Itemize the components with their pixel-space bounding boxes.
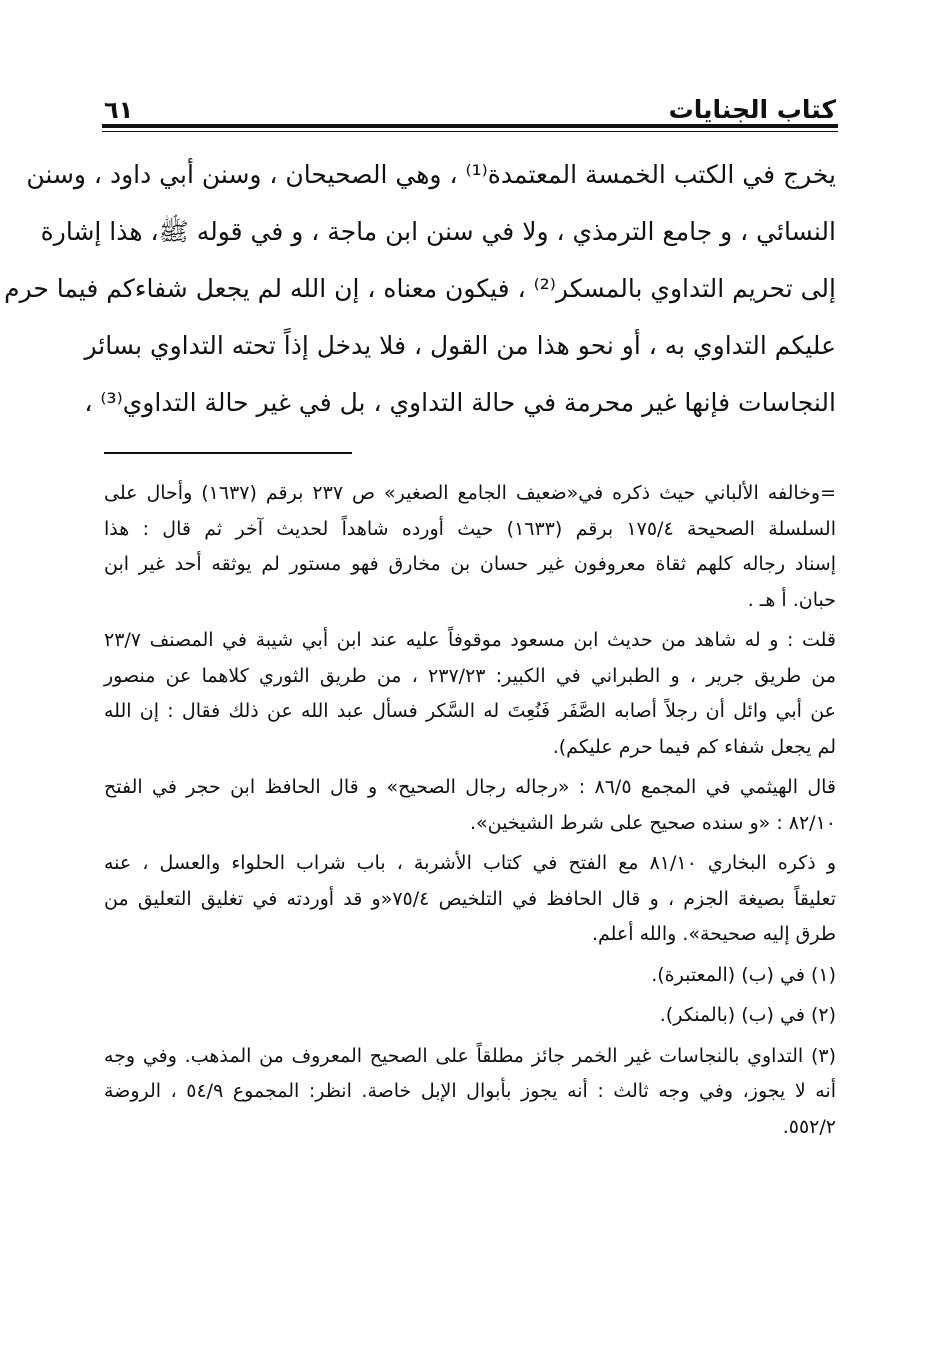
footnotes [104,476,836,1150]
text-line: النسائي ، و جامع الترمذي ، ولا في سنن ابن ماجة ، و في قوله ﷺ، هذا إشارة [40,217,836,246]
footnote-line: من طريق جرير ، و الطبراني في الكبير: ٢٣٧/٢٣ ، من طريق الثوري كلاهما عن منصور [104,664,837,687]
footnote-line: ٥٥٢/٢. [782,1115,836,1138]
footnote-line: تعليقاً بصيغة الجزم ، و قال الحافظ في التلخيص ٧٥/٤«و قد أوردته في تغليق التعليق من [104,887,836,910]
footnote-2 [104,998,836,1034]
text-line: عليكم التداوي به ، أو نحو هذا من القول ، فلا يدخل إذاً تحته التداوي بسائر [84,331,836,360]
footnote-3 [104,1039,836,1146]
footnote-line: طرق إليه صحيحة». والله أعلم. [591,923,836,945]
footnote-line: =وخالفه الألباني حيث ذكره في«ضعيف الجامع الصغير» ص ٢٣٧ برقم (١٦٣٧) وأحال على [104,482,837,504]
page-header [104,90,836,124]
text-line: يخرج في الكتب الخمسة المعتمدة⁽¹⁾ ، وهي الصحيحان ، وسنن أبي داود ، وسنن [26,160,836,189]
header-rule-thick [102,124,838,128]
footnote-line: لم يجعل شفاء كم فيما حرم عليكم). [552,735,836,758]
footnote-paragraph [104,770,836,841]
footnote-1 [104,958,836,994]
footnote-line: ٨٢/١٠ : «و سنده صحيح على شرط الشيخين». [469,811,836,834]
footnote-line: (١) في (ب) (المعتبرة). [651,963,836,986]
footnote-line: إسناد رجاله كلهم ثقاة معروفون غير حسان بن مخارق فهو مستور لم يوثقه أحد غير ابن [104,553,836,575]
footnote-line: السلسلة الصحيحة ١٧٥/٤ برقم (١٦٣٣) حيث أورده شاهداً لحديث آخر ثم قال : هذا [104,517,836,540]
footnote-paragraph [104,623,836,765]
footnote-line: حبان. أ هـ . [747,588,836,611]
footnote-line: أنه لا يجوز، وفي وجه ثالث : أنه يجوز بأبوال الإبل خاصة. انظر: المجموع ٥٤/٩ ، الروضة [104,1080,836,1102]
footnote-line: (٣) التداوي بالنجاسات غير الخمر جائز مطلقاً على الصحيح المعروف من المذهب. وفي وجه [104,1044,836,1067]
running-title: كتاب الجنايات [668,95,836,124]
main-text [4,146,836,431]
footnote-paragraph [104,846,836,953]
text-line: النجاسات فإنها غير محرمة في حالة التداوي ، بل في غير حالة التداوي⁽³⁾ ، [84,388,836,417]
footnote-line: (٢) في (ب) (بالمنكر). [659,1004,836,1026]
page-number: ٦١ [104,96,134,124]
footnote-line: قال الهيثمي في المجمع ٨٦/٥ : «رجاله رجال الصحيح» و قال الحافظ ابن حجر في الفتح [104,776,836,798]
text-line: إلى تحريم التداوي بالمسكر⁽²⁾ ، فيكون معناه ، إن الله لم يجعل شفاءكم فيما حرم [4,274,836,303]
footnote-line: عن أبي وائل أن رجلاً أصابه الصَّفَر فَنُعِتَ له السَّكر فسأل عبد الله عن ذلك فقال : إن الله [104,700,836,722]
header-rule-thin [102,131,838,132]
footnote-separator [104,452,352,454]
footnote-line: و ذكره البخاري ٨١/١٠ مع الفتح في كتاب الأشربة ، باب شراب الحلواء والعسل ، عنه [104,852,837,874]
footnote-continuation [104,476,836,618]
footnote-line: قلت : و له شاهد من حديث ابن مسعود موقوفاً عليه عند ابن أبي شيبة في المصنف ٢٣/٧ [104,629,836,651]
